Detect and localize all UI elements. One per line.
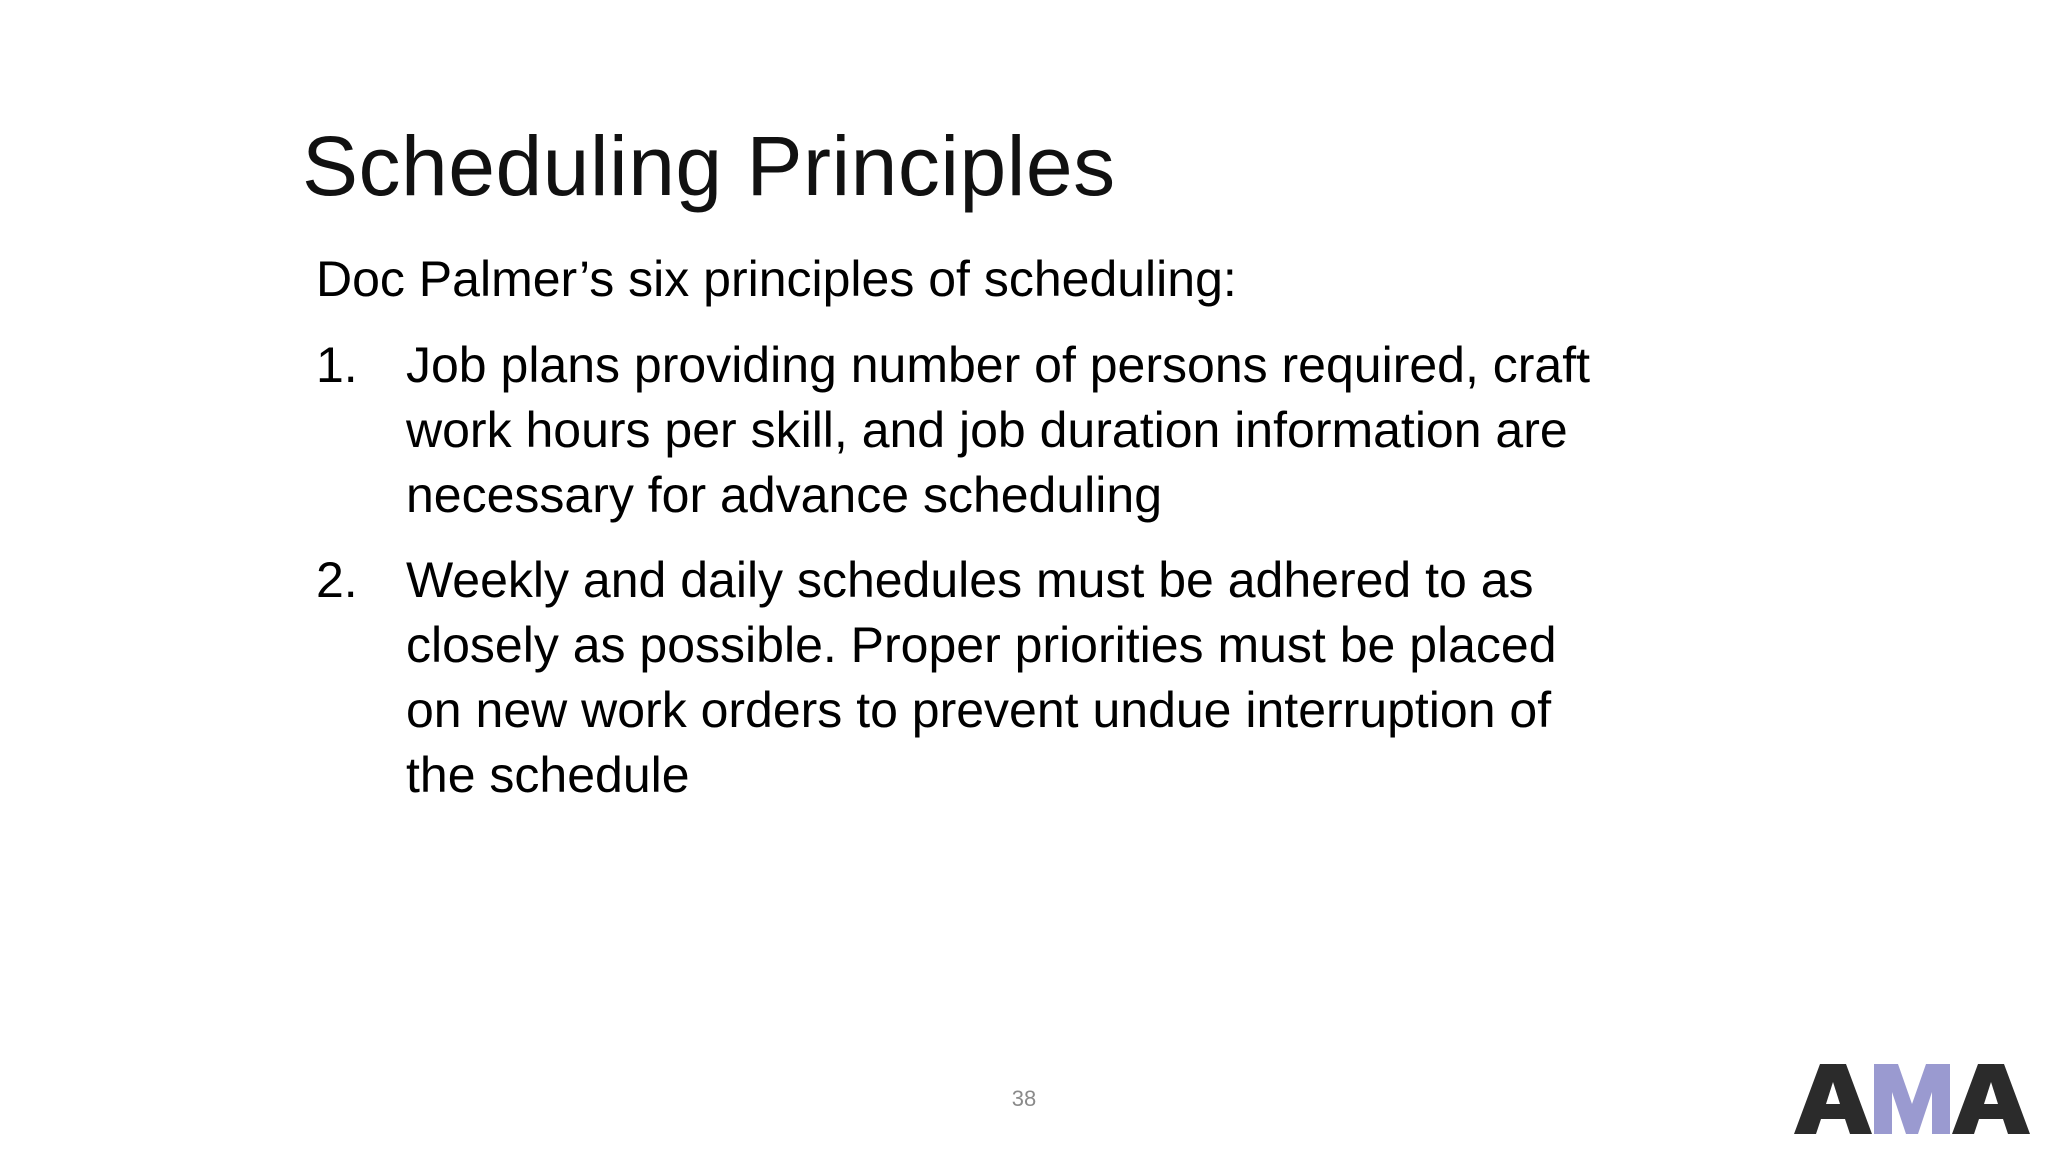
list-item-text bbox=[406, 548, 1557, 808]
list-item-number: 1. bbox=[316, 337, 358, 393]
list-item-text bbox=[406, 333, 1590, 528]
list-item-line: necessary for advance scheduling bbox=[406, 467, 1163, 523]
intro-text: Doc Palmer’s six principles of scheduling: bbox=[316, 251, 1237, 307]
logo-letter-m bbox=[1874, 1064, 1950, 1134]
list-item-line: Job plans providing number of persons required, craft bbox=[406, 337, 1590, 393]
slide-body bbox=[316, 247, 1756, 828]
list-item-line: Weekly and daily schedules must be adhered to as bbox=[406, 552, 1534, 608]
list-item-number: 2. bbox=[316, 552, 358, 608]
slide-title: Scheduling Principles bbox=[302, 119, 1116, 213]
list-item bbox=[316, 548, 1756, 808]
list-item-line: on new work orders to prevent undue interruption of bbox=[406, 682, 1552, 738]
page-number: 38 bbox=[1011, 1086, 1037, 1111]
list-item-line: the schedule bbox=[406, 747, 690, 803]
list-item bbox=[316, 333, 1756, 528]
list-item-line: closely as possible. Proper priorities must be placed bbox=[406, 617, 1557, 673]
list-item-line: work hours per skill, and job duration information are bbox=[406, 402, 1568, 458]
ama-logo bbox=[1794, 1064, 2030, 1134]
